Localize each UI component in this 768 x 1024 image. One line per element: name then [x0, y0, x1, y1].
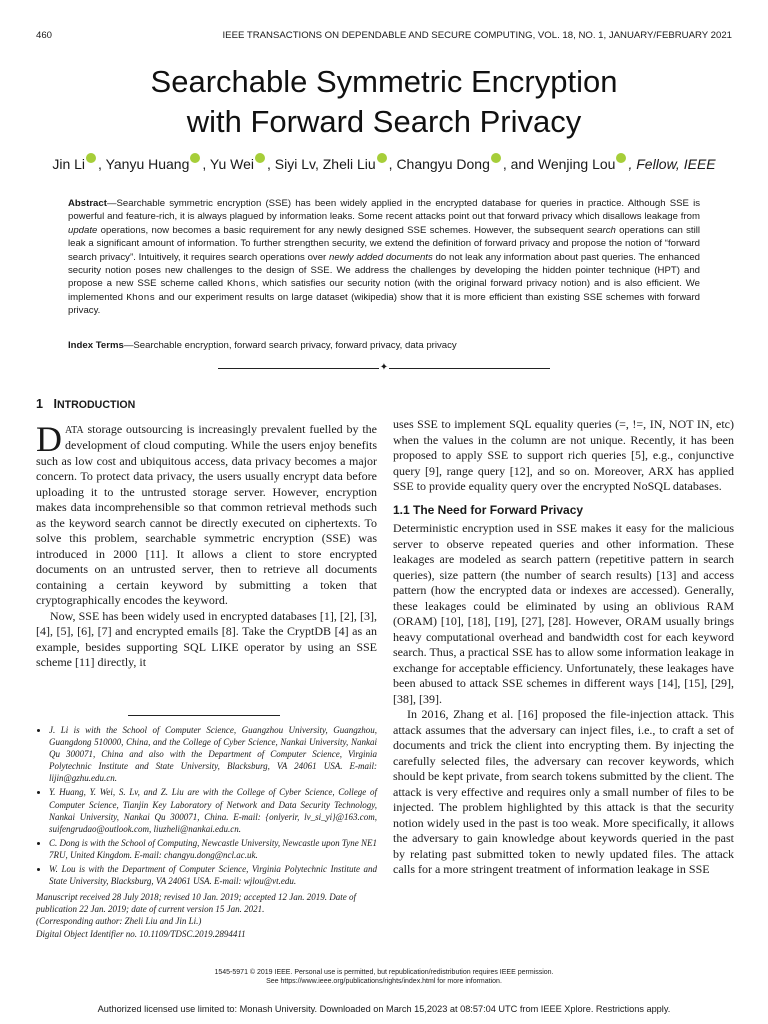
abstract-text: operations, now becomes a basic requirement for any newly designed SSE schemes. However, the subsequent: [97, 224, 588, 236]
manuscript-dates: Manuscript received 28 July 2018; revised 10 Jan. 2019; accepted 12 Jan. 2019. Date of publication 22 Jan. 2019; date of current version 15 Jan. 2021.: [36, 892, 356, 915]
intro-paragraph-2: Now, SSE has been widely used in encrypted databases [1], [2], [3], [4], [5], [6], [7] and encrypted emails [8]. Take the CryptDB [4] as an example, besides supporting SQL LIKE operator by using an SSE scheme [11] directly, it: [36, 608, 377, 669]
abstract-emphasis: search: [587, 224, 616, 236]
orcid-icon[interactable]: [255, 153, 265, 163]
continued-paragraph: uses SSE to implement SQL equality queries (=, !=, IN, NOT IN, etc) when the values in the column are not unique. Recently, it has been proposed to apply SSE to support rich queries [5], e.g., conjunctive query [9], range query [12], and so on. Moreover, ARX has applied SSE to provide equality query over the encrypted NoSQL databases.: [393, 417, 734, 493]
paragraph-forward-privacy-1: Deterministic encryption used in SSE makes it easy for the malicious server to observe repeated queries and other information. These leakages are modeled as search pattern (repetitive pattern in search queries), size pattern (the number of search results) [13] and access pattern (how the encrypted data or indexes are accessed). Generally, these leakages could be eliminated by using an oblivious RAM (ORAM) [10], [18], [19], [27], [28]. However, ORAM usually brings heavy computational overhead and bandwidth cost for each keyword search. Thus, a practical SSE has to allow some information leakage in exchange for acceptable efficiency. Unfortunately, these leakages have been abused to attack SSE schemes in different ways [14], [15], [29], [38], [39].: [393, 521, 734, 706]
abstract-emphasis: update: [68, 224, 98, 236]
scheme-name: Khons: [126, 291, 156, 303]
journal-header: IEEE TRANSACTIONS ON DEPENDABLE AND SECURE COMPUTING, VOL. 18, NO. 1, JANUARY/FEBRUARY 2021: [222, 30, 732, 41]
author-list: [0, 153, 768, 172]
doi: Digital Object Identifier no. 10.1109/TDSC.2019.2894411: [36, 928, 246, 939]
drop-cap: D: [36, 418, 62, 459]
abstract-label: Abstract: [68, 198, 107, 209]
abstract-text: , which satisfies our security notion (with the original forward privacy notion) and is also efficient. We implemented: [68, 278, 700, 303]
orcid-icon[interactable]: [491, 153, 501, 163]
author-name: , Siyi Lv, Zheli Liu: [267, 156, 376, 172]
footnotes: [36, 724, 377, 940]
divider-diamond-icon: ✦: [379, 362, 389, 373]
left-column: [36, 397, 377, 671]
copyright-line-2: See https://www.ieee.org/publications/rights/index.html for more information.: [266, 978, 502, 985]
author-name: , Yu Wei: [202, 156, 254, 172]
section-title-rest: NTRODUCTION: [57, 399, 136, 411]
abstract-text: and our experiment results on large dataset (wikipedia) show that it is more efficient than existing SSE schemes with forward privacy.: [68, 291, 700, 317]
scheme-name: Khons: [227, 278, 256, 290]
orcid-icon[interactable]: [616, 153, 626, 163]
author-name: , and Wenjing Lou: [502, 156, 616, 172]
index-terms-label: Index Terms: [68, 340, 124, 351]
smallcaps-text: ATA: [65, 424, 84, 436]
index-terms-text: —Searchable encryption, forward search privacy, forward privacy, data privacy: [123, 340, 457, 351]
author-suffix: , Fellow, IEEE: [628, 156, 716, 172]
running-header: [36, 30, 732, 44]
section-title-initial: I: [53, 397, 58, 411]
abstract-text: —Searchable symmetric encryption (SSE) has been widely applied in the encrypted database for queries in practice. Although SSE is powerful and feature-rich, it is always plagued by information leaks. Some recent attacks point out that forward privacy which disallows leakage from: [68, 198, 700, 223]
license-notice: Authorized licensed use limited to: Monash University. Downloaded on March 15,2023 at 08:57:04 UTC from IEEE Xplore. Restrictions apply.: [97, 1004, 671, 1014]
intro-paragraph-1: [36, 418, 377, 609]
section-heading: [36, 397, 377, 414]
orcid-icon[interactable]: [190, 153, 200, 163]
title-line-1: Searchable Symmetric Encryption: [150, 64, 618, 99]
author-name: , Changyu Dong: [388, 156, 490, 172]
orcid-icon[interactable]: [377, 153, 387, 163]
subsection-heading: 1.1 The Need for Forward Privacy: [393, 502, 584, 517]
footnote-rule: [128, 715, 280, 716]
footnote-affiliation: • W. Lou is with the Department of Computer Science, Virginia Polytechnic Institute and State University, Blacksburg, VA 24061 USA. E-mail: wjlou@vt.edu.: [49, 863, 377, 887]
copyright-line-1: 1545-5971 © 2019 IEEE. Personal use is permitted, but republication/redistribution requires IEEE permission.: [214, 969, 554, 976]
abstract-text: do not leak any information about past queries. The enhanced security notion poses new challenges to the design of SSE. We address the challenges by developing the hidden pointer technique (HPT) and propose a new SSE scheme called: [68, 251, 700, 290]
footnote-affiliation: • C. Dong is with the School of Computing, Newcastle University, Newcastle upon Tyne NE1 7RU, United Kingdom. E-mail: changyu.dong@ncl.ac.uk.: [49, 837, 377, 861]
right-column: [393, 417, 734, 878]
footnote-affiliation: • J. Li is with the School of Computer Science, Guangzhou University, Guangzhou, Guangdong 510000, China, and the College of Cyber Science, Nankai University, Nankai Qu 300071, China and also with the Department of Computer Science, Virginia Polytechnic Institute and State University, Blacksburg, VA 24061 USA. E-mail: lijin@gzhu.edu.cn.: [49, 724, 377, 784]
abstract-emphasis: newly added documents: [329, 251, 433, 263]
orcid-icon[interactable]: [86, 153, 96, 163]
copyright-notice: [0, 968, 768, 986]
paragraph-text: storage outsourcing is increasingly prevalent fuelled by the development of cloud computing. While the users enjoy benefits such as low cost and ubiquitous access, data privacy becomes a major concern. To protect data privacy, the users usually encrypt data before uploading it to the untrusted storage server. However, encryption makes data incomprehensible so that common retrieval methods such as the keyword search cannot be directly executed on ciphertexts. To solve this problem, searchable symmetric encryption (SSE) was introduced in 2000 [11]. It allows a client to store encrypted documents on an untrusted server, then to retrieve all documents containing a certain keyword by submitting a token that cryptographically encodes the keyword.: [36, 421, 377, 607]
author-name: Jin Li: [52, 156, 86, 172]
paragraph-forward-privacy-2: In 2016, Zhang et al. [16] proposed the file-injection attack. This attack assumes that the adversary can inject files, i.e., to craft a set of documents and trick the client into encrypting them. By injecting the carefully selected files, the adversary can recover keywords, which should be kept private, from search tokens submitted by the client. The attack is very effective and requires only a small number of files to be injected. The problem highlighted by this attack is that the security notion widely used in the past is too weak. More specifically, it allows the adversary to gain knowledge about keywords queried in the past by relating past submitted token to newly updated files. The attack calls for a more stringent treatment of information leakage in SSE: [393, 707, 734, 876]
paper-title: [0, 62, 768, 142]
author-name: , Yanyu Huang: [98, 156, 190, 172]
corresponding-author: (Corresponding author: Zheli Liu and Jin Li.): [36, 916, 202, 927]
abstract: [68, 197, 700, 318]
index-terms: [68, 340, 700, 351]
abstract-text: operations can still leak a significant amount of information. To further strengthen security, we extend the definition of forward privacy and propose the notion of “forward search privacy”. Intuitively, it requires search operations over: [68, 224, 700, 263]
title-line-2: with Forward Search Privacy: [186, 104, 582, 139]
page-number: 460: [36, 30, 53, 41]
footnote-affiliation: • Y. Huang, Y. Wei, S. Lv, and Z. Liu are with the College of Cyber Science, College of Computer Science, Tianjin Key Laboratory of Network and Data Security Technology, Nankai University, Nankai Qu 300071, China. E-mail: {onlyerir, lv_si_yi}@163.com, suifengrudao@outlook.com, liuzheli@nankai.edu.cn.: [49, 786, 377, 834]
section-number: 1: [36, 397, 44, 411]
